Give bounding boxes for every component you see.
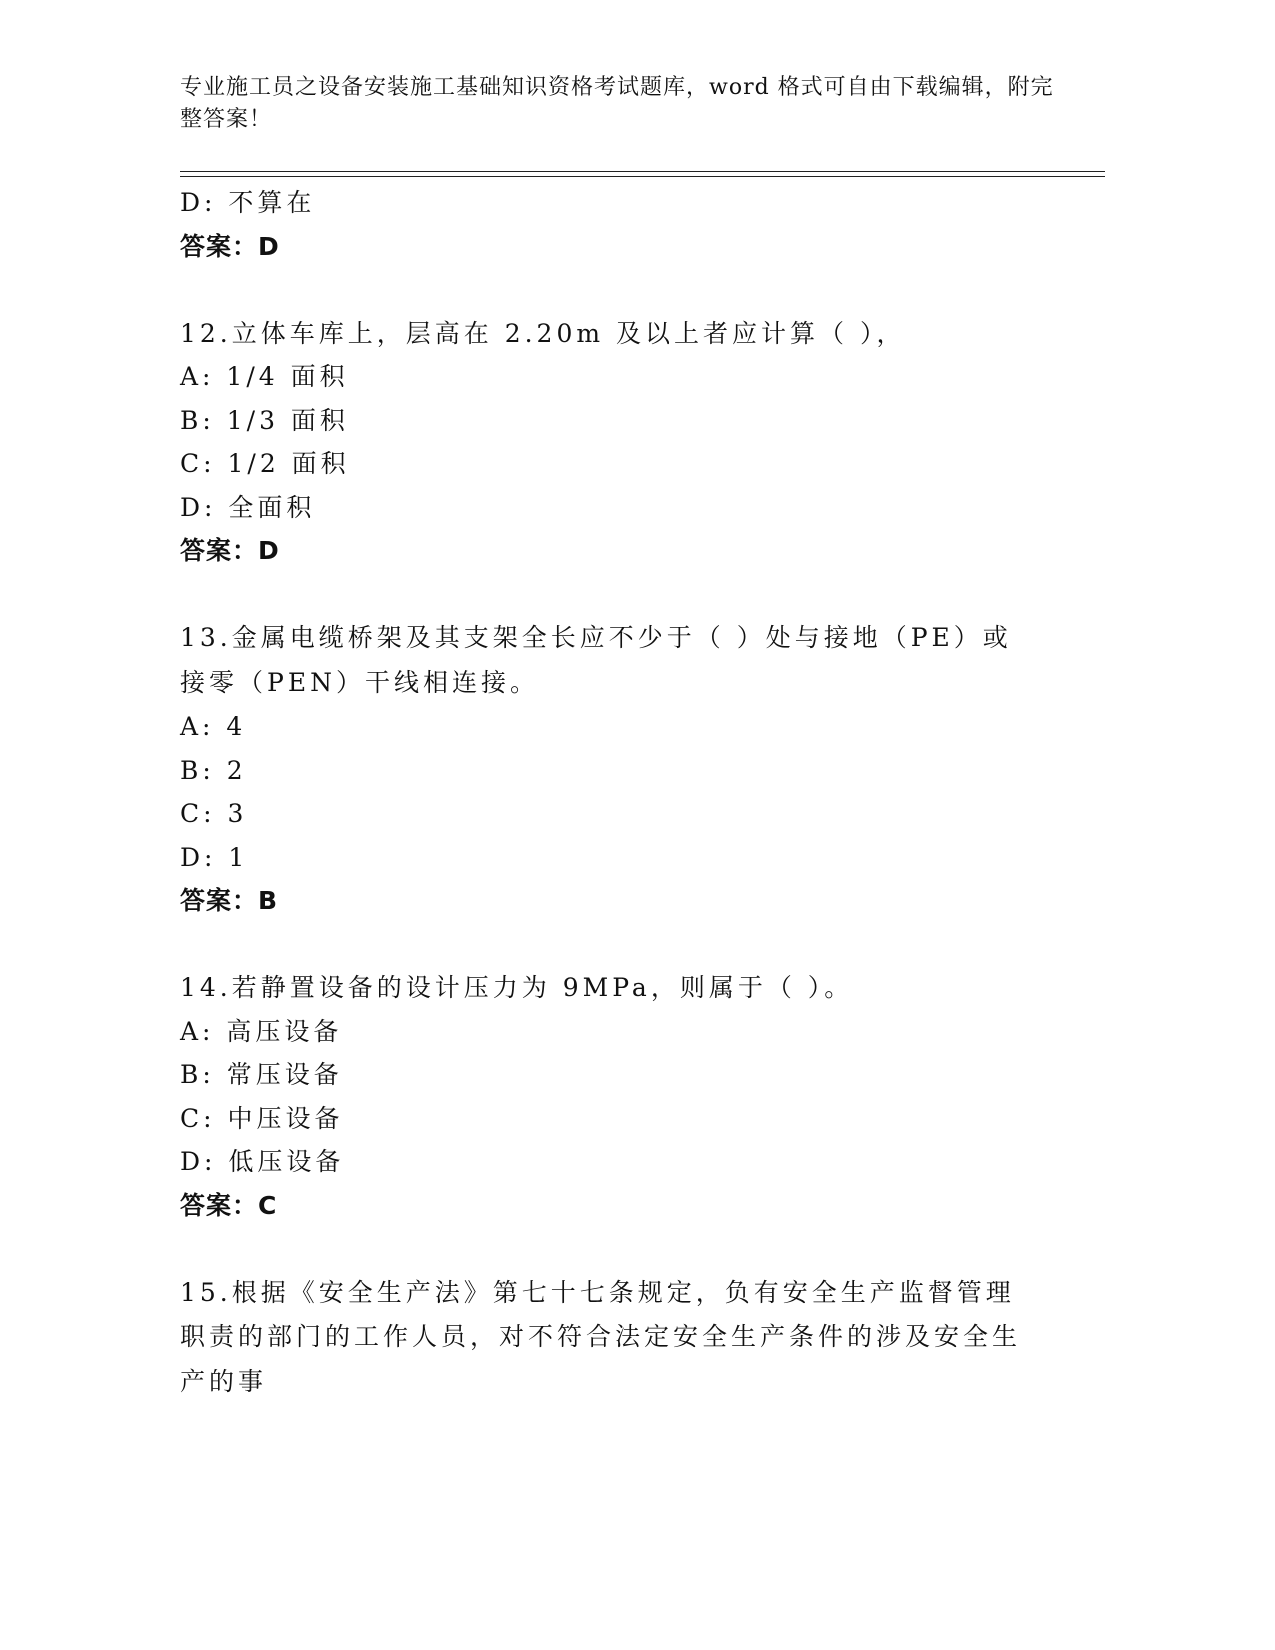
option-a: A: 4	[180, 712, 247, 741]
header-rule-bottom	[180, 176, 1105, 177]
question-text: 13.金属电缆桥架及其支架全长应不少于（ ）处与接地（PE）或接零（PEN）干线相连接。	[180, 623, 1012, 697]
option-c: C: 3	[180, 799, 248, 828]
option-a: A: 高压设备	[180, 1016, 343, 1046]
answer-line: 答案：D	[180, 536, 280, 565]
option-a: A: 1/4 面积	[180, 362, 349, 391]
answer-line: 答案：C	[180, 1190, 278, 1220]
option-d: D: 低压设备	[180, 1147, 345, 1176]
question-text: 15.根据《安全生产法》第七十七条规定，负有安全生产监督管理职责的部门的工作人员，对不符合法定安全生产条件的涉及安全生产的事	[180, 1277, 1022, 1396]
answer-line: 答案：D	[180, 231, 280, 261]
question-14	[180, 966, 1080, 1227]
option-d: D: 1	[180, 842, 249, 872]
option-b: B: 2	[180, 755, 247, 785]
question-13	[180, 616, 1080, 923]
question-list	[180, 181, 1080, 1404]
header-text: 专业施工员之设备安装施工基础知识资格考试题库，word 格式可自由下载编辑，附完整答案！	[180, 75, 1054, 132]
question-12	[180, 312, 1080, 573]
page-header	[180, 72, 1060, 136]
spacer	[180, 268, 1080, 312]
spacer	[180, 1227, 1080, 1271]
option-c: C: 中压设备	[180, 1103, 344, 1133]
option-c: C: 1/2 面积	[180, 449, 350, 478]
question-text: 14.若静置设备的设计压力为 9MPa，则属于（ ）。	[180, 973, 854, 1002]
previous-question-tail	[180, 181, 1080, 268]
question-15	[180, 1271, 1080, 1405]
option-b: B: 常压设备	[180, 1060, 343, 1089]
spacer	[180, 923, 1080, 967]
header-rule-top	[180, 171, 1105, 172]
spacer	[180, 573, 1080, 617]
option-d: D: 全面积	[180, 492, 316, 522]
option-b: B: 1/3 面积	[180, 405, 349, 435]
option-d: D: 不算在	[180, 188, 316, 217]
question-text: 12.立体车库上，层高在 2.20m 及以上者应计算（ ），	[180, 318, 906, 348]
answer-line: 答案：B	[180, 886, 279, 915]
